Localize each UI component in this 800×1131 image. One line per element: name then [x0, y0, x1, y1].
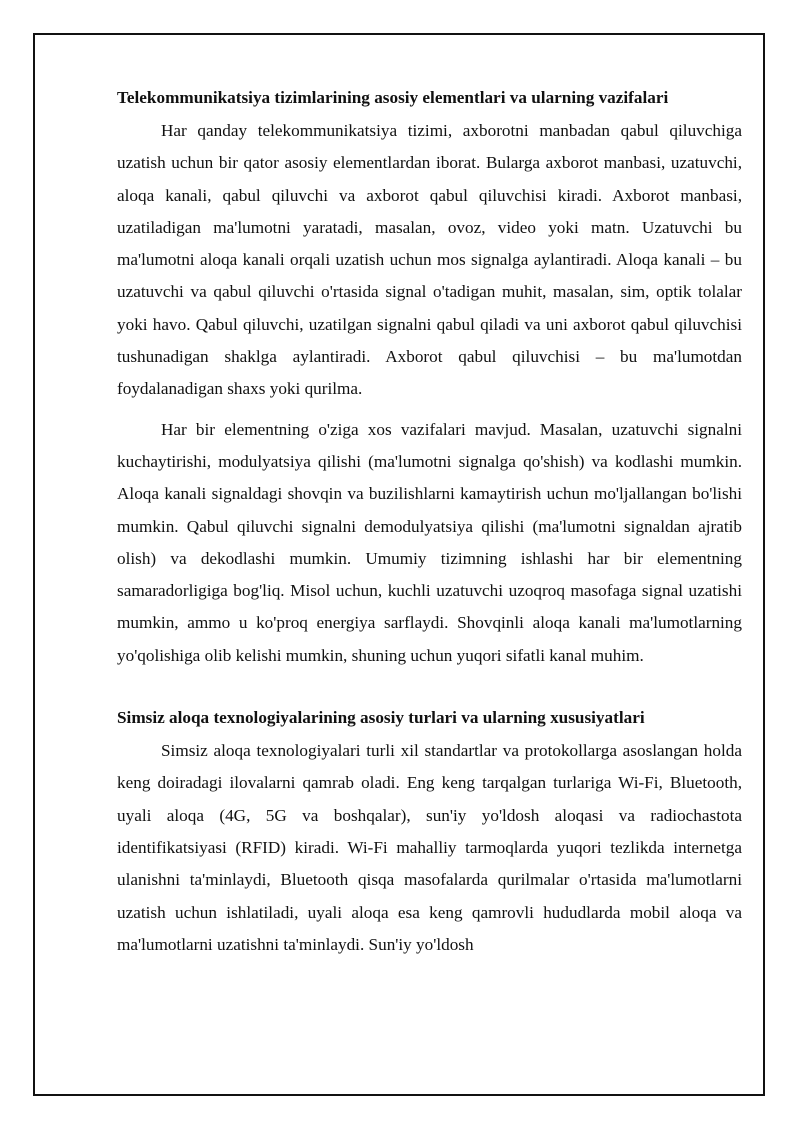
document-body	[117, 82, 742, 961]
paragraph: Har qanday telekommunikatsiya tizimi, axborotni manbadan qabul qiluvchiga uzatish uchun bir qator asosiy elementlardan iborat. Bularga axborot manbasi, uzatuvchi, aloqa kanali, qabul qiluvchi va axborot qabul qiluvchisi kiradi. Axborot manbasi, uzatiladigan ma'lumotni yaratadi, masalan, ovoz, video yoki matn. Uzatuvchi bu ma'lumotni aloqa kanali orqali uzatish uchun mos signalga aylantiradi. Aloqa kanali – bu uzatuvchi va qabul qiluvchi o'rtasida signal o'tadigan muhit, masalan, sim, optik tolalar yoki havo. Qabul qiluvchi, uzatilgan signalni qabul qiladi va uni axborot qabul qiluvchisi tushunadigan shaklga aylantiradi. Axborot qabul qiluvchisi – bu ma'lumotdan foydalanadigan shaxs yoki qurilma.	[117, 121, 742, 399]
paragraph: Simsiz aloqa texnologiyalari turli xil standartlar va protokollarga asoslangan holda keng doiradagi ilovalarni qamrab oladi. Eng keng tarqalgan turlariga Wi-Fi, Bluetooth, uyali aloqa (4G, 5G va boshqalar), sun'iy yo'ldosh aloqasi va radiochastota identifikatsiyasi (RFID) kiradi. Wi-Fi mahalliy tarmoqlarda yuqori tezlikda internetga ulanishni ta'minlaydi, Bluetooth qisqa masofalarda qurilmalar o'rtasida ma'lumotlarni uzatish uchun ishlatiladi, uyali aloqa esa keng qamrovli hududlarda mobil aloqa va ma'lumotlarni uzatishni ta'minlaydi. Sun'iy yo'ldosh	[117, 741, 742, 954]
section-spacer	[117, 672, 742, 702]
section-heading-wireless: Simsiz aloqa texnologiyalarining asosiy turlari va ularning xususiyatlari	[117, 708, 645, 728]
section-heading-elements: Telekommunikatsiya tizimlarining asosiy elementlari va ularning vazifalari	[117, 88, 669, 107]
paragraph: Har bir elementning o'ziga xos vazifalari mavjud. Masalan, uzatuvchi signalni kuchaytirishi, modulyatsiya qilishi (ma'lumotni signalga qo'shish) va kodlashi mumkin. Aloqa kanali signaldagi shovqin va buzilishlarni kamaytirish uchun mo'ljallangan bo'lishi mumkin. Qabul qiluvchi signalni demodulyatsiya qilishi (ma'lumotni signaldan ajratib olish) va dekodlashi mumkin. Umumiy tizimning ishlashi har bir elementning samaradorligiga bog'liq. Misol uchun, kuchli uzatuvchi uzoqroq masofaga signal uzatishi mumkin, ammo u ko'proq energiya sarflaydi. Shovqinli aloqa kanali ma'lumotlarning yo'qolishiga olib kelishi mumkin, shuning uchun yuqori sifatli kanal muhim.	[117, 419, 742, 665]
